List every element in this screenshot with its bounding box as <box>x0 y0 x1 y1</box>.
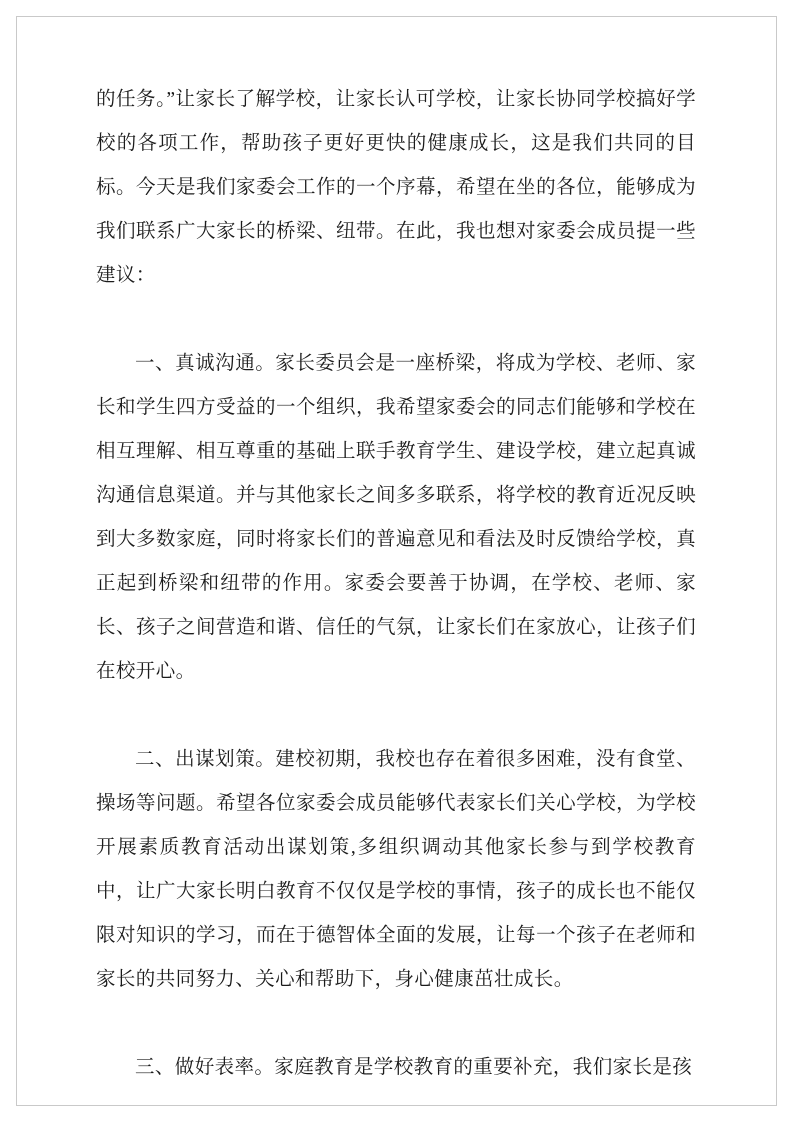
document-body <box>96 78 696 1090</box>
paragraph: 二、出谋划策。建校初期，我校也存在着很多困难，没有食堂、操场等问题。希望各位家委会成员能够代表家长们关心学校，为学校开展素质教育活动出谋划策,多组织调动其他家长参与到学校教育中，让广大家长明白教育不仅仅是学校的事情，孩子的成长也不能仅限对知识的学习，而在于德智体全面的发展，让每一个孩子在老师和家长的共同努力、关心和帮助下，身心健康茁壮成长。 <box>96 749 696 990</box>
paragraph: 一、真诚沟通。家长委员会是一座桥梁，将成为学校、老师、家长和学生四方受益的一个组织，我希望家委会的同志们能够和学校在相互理解、相互尊重的基础上联手教育学生、建设学校，建立起真诚沟通信息渠道。并与其他家长之间多多联系，将学校的教育近况反映到大多数家庭，同时将家长们的普遍意见和看法及时反馈给学校，真正起到桥梁和纽带的作用。家委会要善于协调，在学校、老师、家长、孩子之间营造和谐、信任的气氛，让家长们在家放心，让孩子们在校开心。 <box>96 353 696 682</box>
paragraph: 三、做好表率。家庭教育是学校教育的重要补充，我们家长是孩 <box>135 1057 693 1078</box>
paragraph: 的任务。”让家长了解学校，让家长认可学校，让家长协同学校搞好学校的各项工作，帮助孩子更好更快的健康成长，这是我们共同的目标。今天是我们家委会工作的一个序幕，希望在坐的各位，能够成为我们联系广大家长的桥梁、纽带。在此，我也想对家委会成员提一些建议： <box>96 89 696 286</box>
